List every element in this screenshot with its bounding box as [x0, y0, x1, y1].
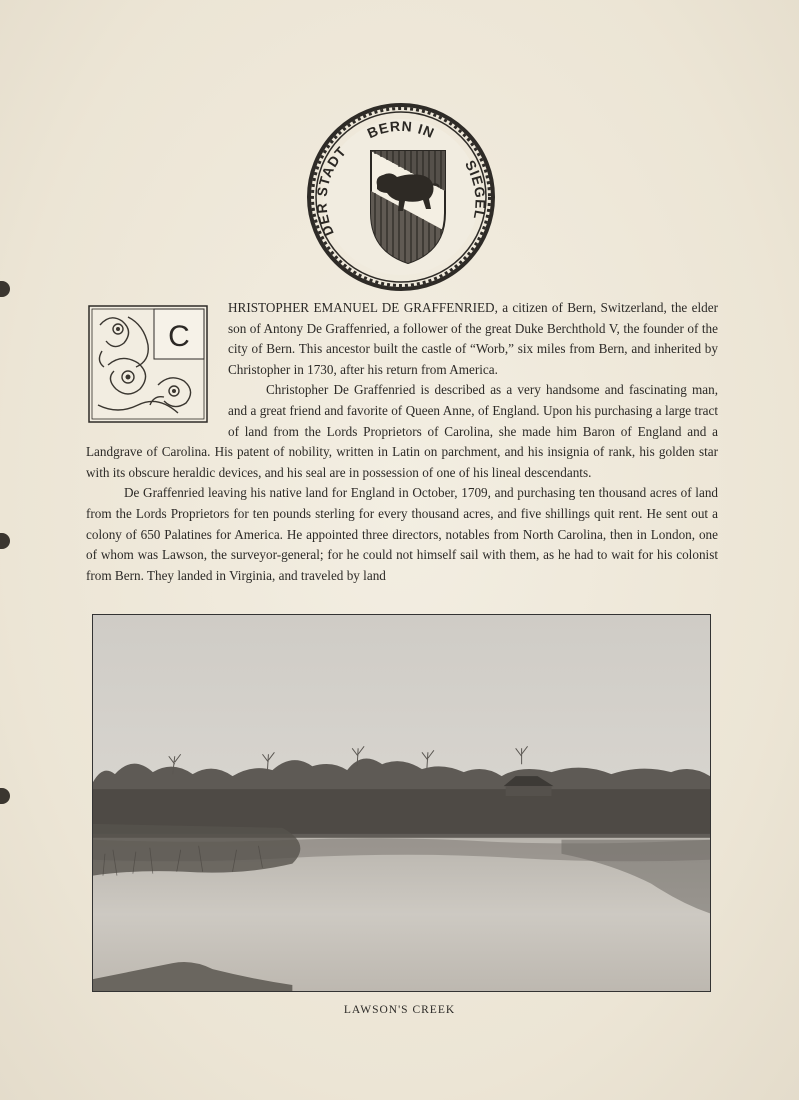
paragraph: De Graffenried leaving his native land for England in October, 1709, and purchasing ten thousand acres of land from the Lords Proprietors for ten pounds sterling for every thousand acres, and five shillings quit rent. He sent out a colony of 650 Palatines for America. He appointed three directors, notables from North Carolina, then in London, one of whom was Lawson, the surveyor-general; for he could not himself sail with them, as he had to wait for his colonist from Bern. They landed in Virginia, and traveled by land — [86, 485, 718, 583]
photograph-lawsons-creek — [92, 614, 711, 992]
drop-cap-letter: C — [168, 320, 190, 353]
bern-seal-emblem — [305, 101, 497, 293]
paragraph: HRISTOPHER EMANUEL DE GRAFFENRIED, a citizen of Bern, Switzerland, the elder son of Antony De Graffenried, a follower of the great Duke Berchthold V, the founder of the city of Bern. This ancestor built the castle of “Worb,” six miles from Bern, and inherited by Christopher in 1730, after his return from America. — [228, 300, 718, 377]
seal-left-text: DER STADT — [313, 142, 350, 239]
paragraph: Christopher De Graffenried is described as a very handsome and fascinating man, and a great friend and favorite of Queen Anne, of England. Upon his purchasing a large tract of land from the Lords Proprietors of Carolina, she made him Baron of England and a Landgrave of Carolina. His patent of nobility, written in Latin on parchment, and his insignia of rank, his golden star with its obscure heraldic devices, and his seal are in possession of one of his lineal descendants. — [86, 382, 718, 480]
photo-caption: LAWSON'S CREEK — [343, 1004, 456, 1016]
seal-top-text: BERN IN — [364, 117, 438, 142]
body-text — [86, 298, 718, 586]
seal-right-text: SIEGEL — [461, 157, 489, 222]
